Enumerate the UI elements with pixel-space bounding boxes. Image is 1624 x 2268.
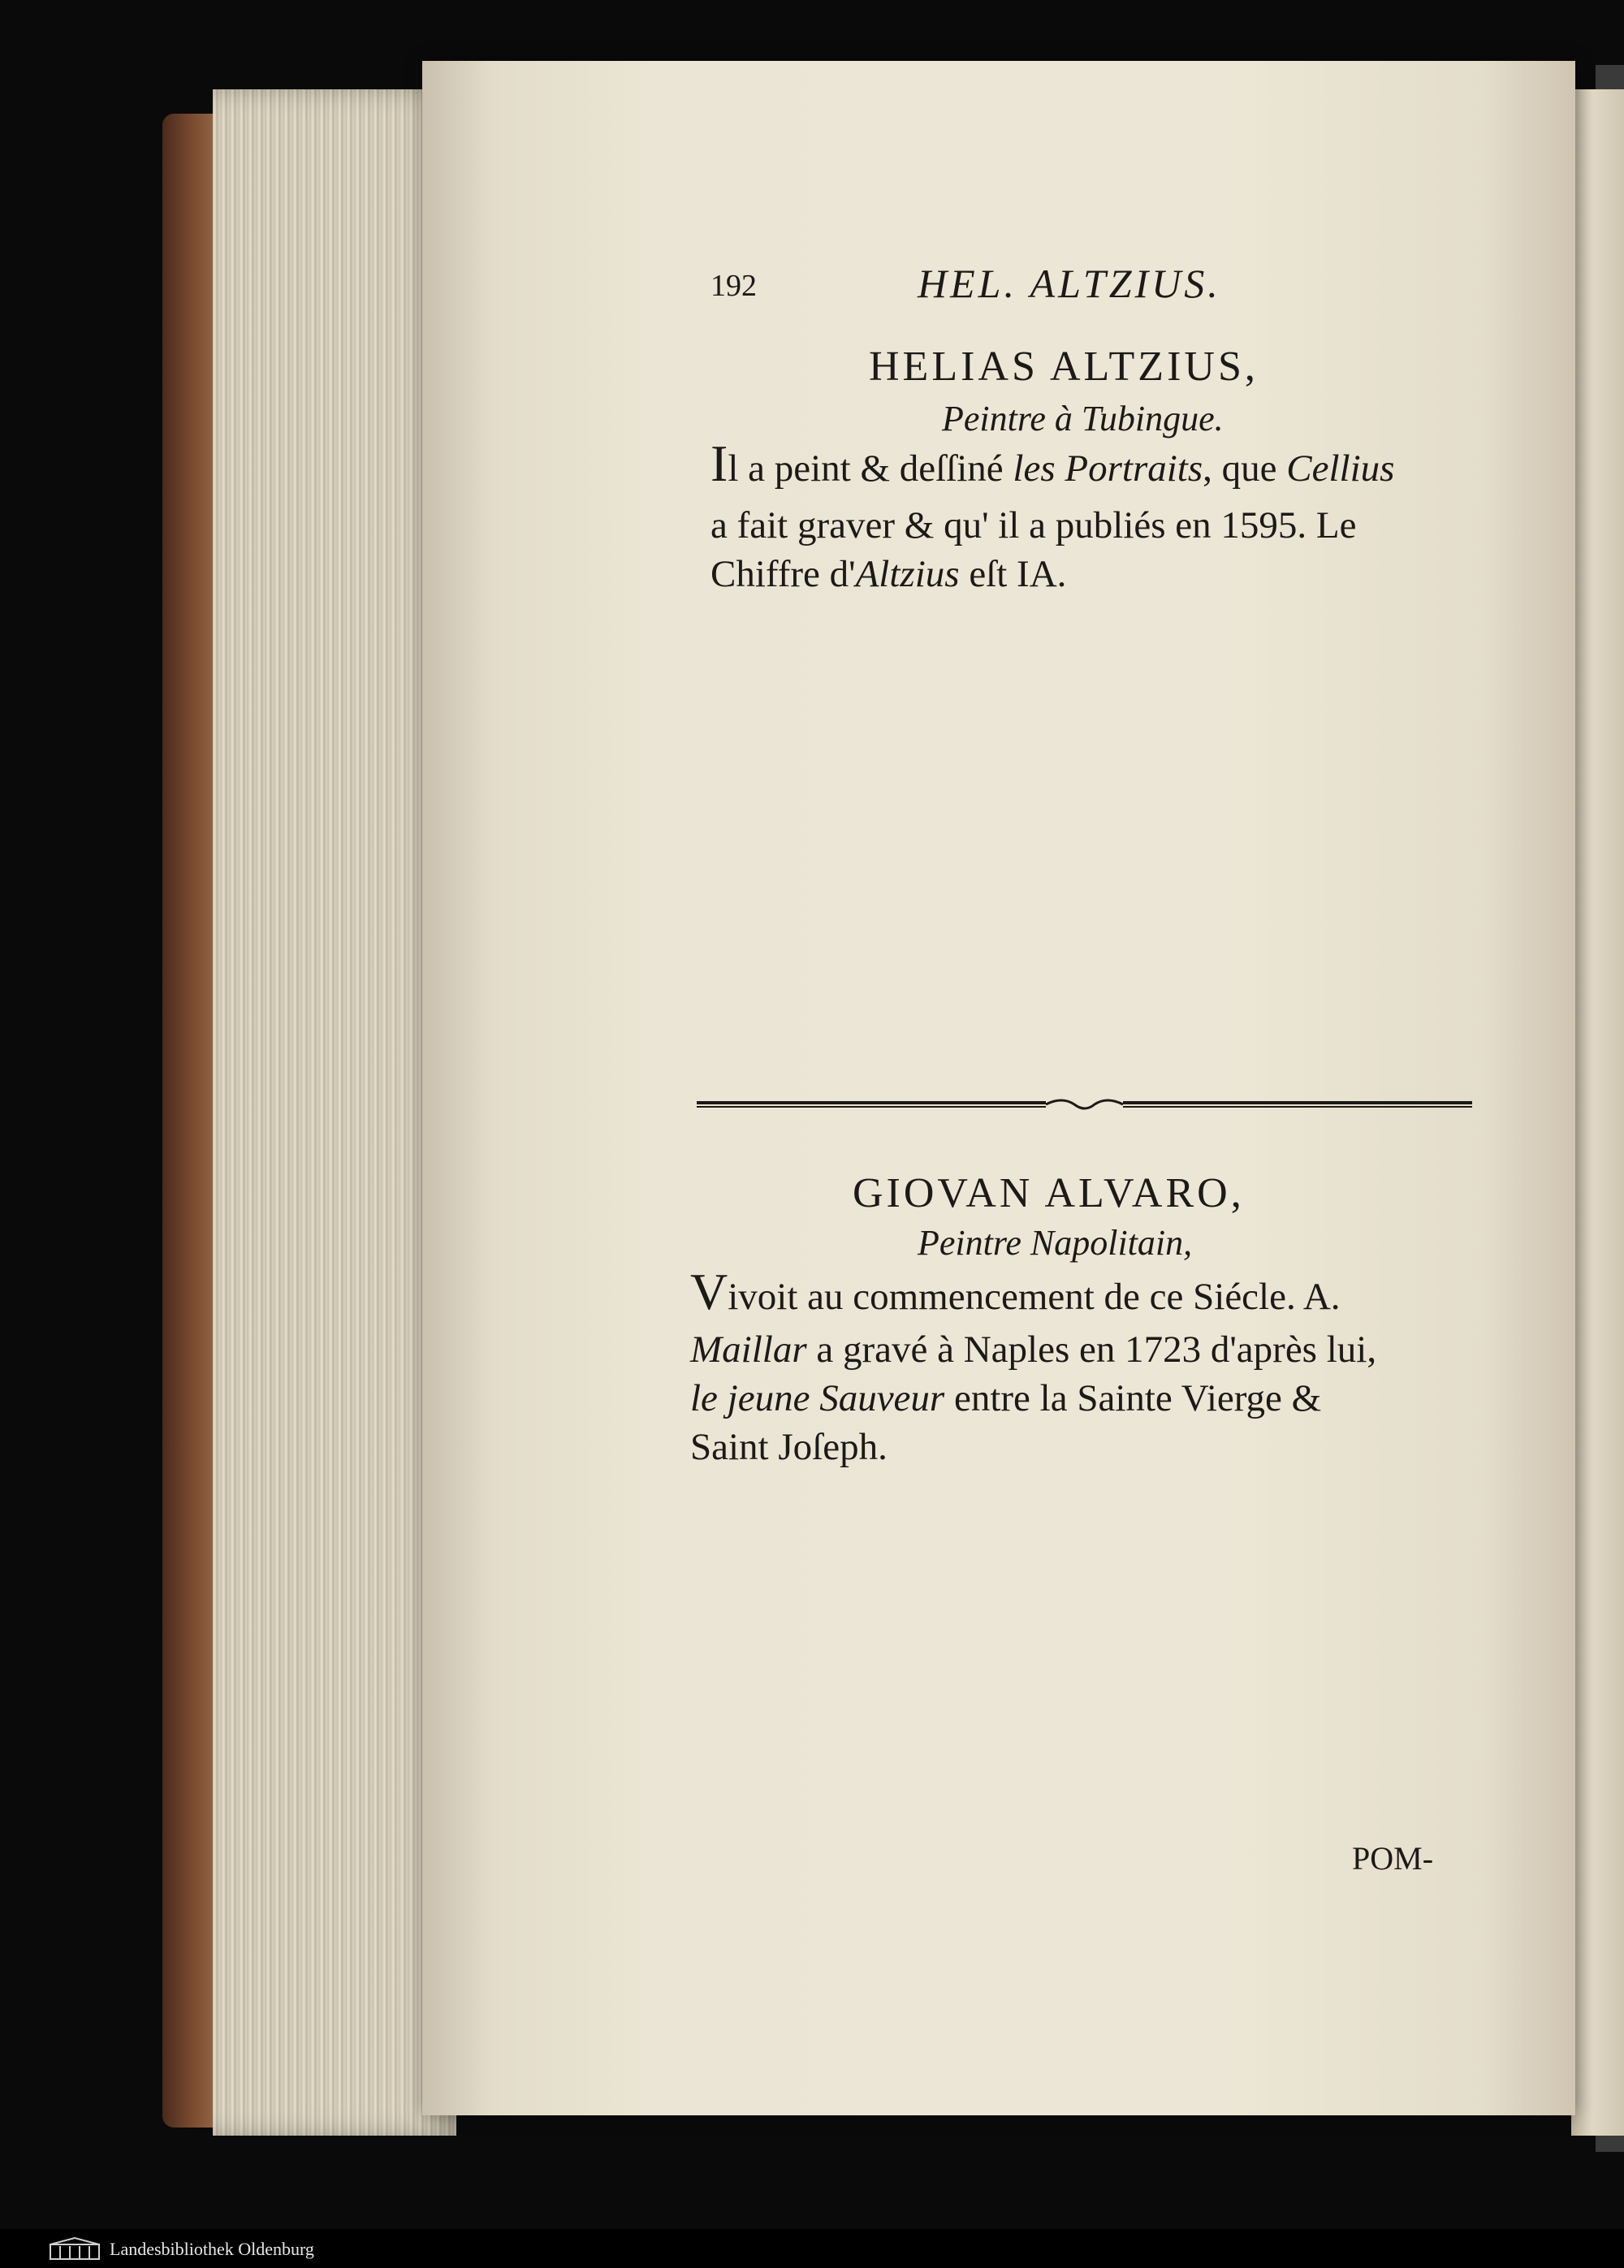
entry-text-line: a fait graver & qu' il a publiés en 1595. Le (710, 504, 1357, 546)
page-edges (213, 89, 456, 2136)
drop-initial: V (690, 1263, 728, 1320)
institution-label: Landesbibliothek Oldenburg (110, 2239, 314, 2259)
entry-text-line: Chiffre d'Altzius eſt IA. (710, 553, 1067, 595)
running-head: HEL. ALTZIUS. (918, 261, 1221, 306)
page-number: 192 (710, 269, 757, 303)
facing-page-edge (1571, 89, 1624, 2136)
entry-text-line: Vivoit au commencement de ce Siécle. A. (690, 1263, 1341, 1320)
entry-text-line: Saint Joſeph. (690, 1426, 888, 1468)
drop-initial: I (710, 434, 728, 492)
entry-subtitle: Peintre à Tubingue. (942, 399, 1224, 438)
ornamental-rule (697, 1096, 1472, 1112)
entry-text-line: Maillar a gravé à Naples en 1723 d'après lui, (690, 1328, 1377, 1371)
catchword: POM- (1352, 1840, 1434, 1877)
entry-text-line: le jeune Sauveur entre la Sainte Vierge & (690, 1377, 1322, 1419)
library-logo-icon (49, 2236, 101, 2261)
entry-subtitle: Peintre Napolitain, (918, 1223, 1193, 1263)
entry-name: HELIAS ALTZIUS, (869, 343, 1259, 390)
entry-text-line: Il a peint & deſſiné les Portraits, que Cellius (710, 434, 1395, 492)
entry-name: GIOVAN ALVARO, (853, 1170, 1245, 1216)
